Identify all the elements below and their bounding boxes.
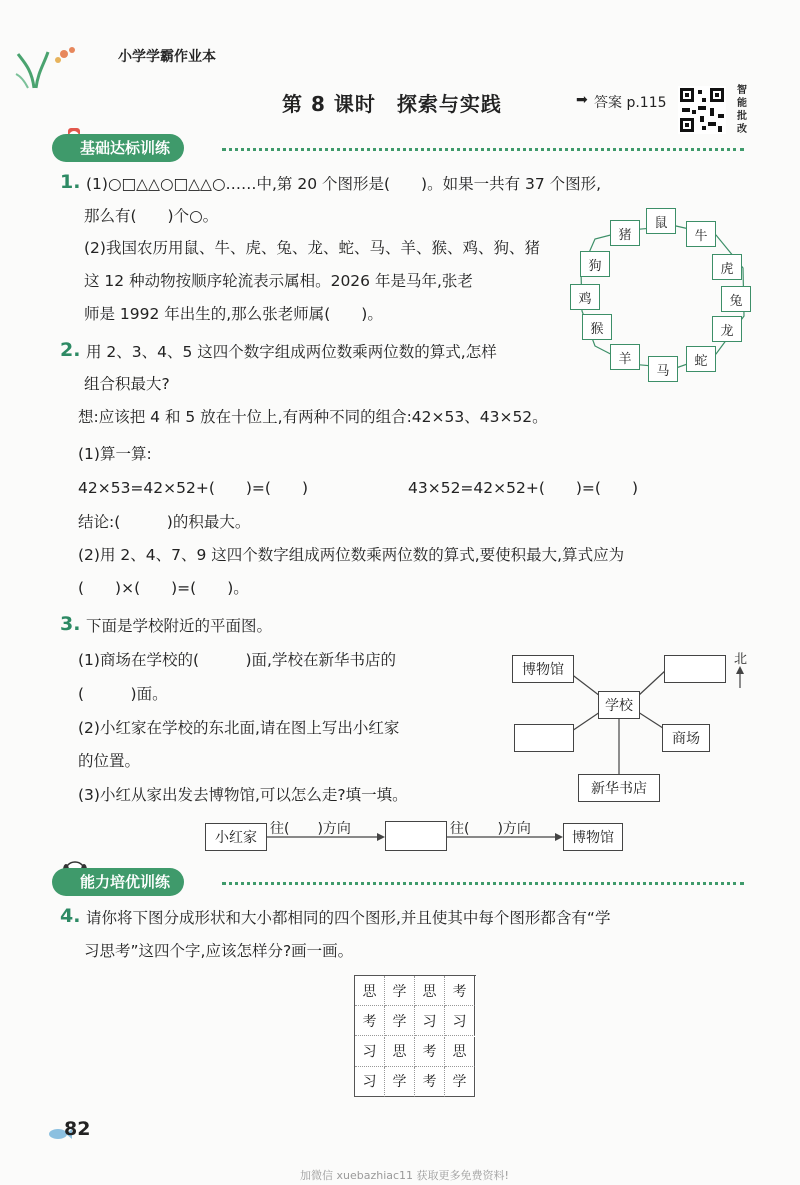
q3-intro: 下面是学校附近的平面图。 [86,617,273,635]
smart-grading-label: 智能批改 [737,85,747,135]
grid-cell[interactable]: 习 [355,1067,385,1097]
q3-part2-line: (2)小红家在学校的东北面,请在图上写出小红家 [78,719,400,737]
answer-reference: 答案 p.115 [594,95,667,111]
map-bookstore: 新华书店 [578,774,660,802]
q1-part2-line: 师是 1992 年出生的,那么张老师属( )。 [84,305,383,323]
zodiac-snake: 蛇 [686,346,716,372]
grid-cell[interactable]: 习 [355,1037,385,1067]
zodiac-ox: 牛 [686,221,716,247]
footer-note: 加微信 xuebazhiac11 获取更多免费资料! [300,1169,509,1182]
route-end: 博物馆 [563,823,623,851]
zodiac-rooster: 鸡 [570,284,600,310]
zodiac-tiger: 虎 [712,254,742,280]
q2-part2-line: (2)用 2、4、7、9 这四个数字组成两位数乘两位数的算式,要使积最大,算式应为 [78,546,625,564]
page-number: 82 [64,1118,91,1140]
zodiac-rabbit: 兔 [721,286,751,312]
zodiac-rat: 鼠 [646,208,676,234]
zodiac-monkey: 猴 [582,314,612,340]
divider [222,148,744,151]
q2-calc-a: 42×53=42×52+( )=( ) [78,479,309,497]
zodiac-goat: 羊 [610,344,640,370]
question-number: 4. [60,905,81,927]
book-title: 小学学霸作业本 [118,49,216,65]
route-arrow-2 [447,831,567,843]
route-middle-answer-box[interactable] [385,821,447,851]
grid-cell[interactable]: 学 [445,1067,475,1097]
grid-cell[interactable]: 思 [385,1037,415,1067]
zodiac-diagram [568,198,758,388]
grid-cell[interactable]: 习 [415,1006,445,1036]
q4-text-line: 请你将下图分成形状和大小都相同的四个图形,并且使其中每个图形都含有“学 [86,909,611,927]
q3-part2-line: 的位置。 [78,752,141,770]
q1-part2-line: (2)我国农历用鼠、牛、虎、兔、龙、蛇、马、羊、猴、鸡、狗、猪 [84,239,540,257]
grid-cell[interactable]: 思 [415,976,445,1006]
grid-cell[interactable]: 考 [415,1067,445,1097]
route-step2-label: 往( )方向 [450,821,531,837]
q3-part3-line: (3)小红从家出发去博物馆,可以怎么走?填一填。 [78,786,408,804]
grid-cell[interactable]: 学 [385,1006,415,1036]
blank-map-box[interactable] [514,724,574,752]
lesson-title: 第 8 课时 探索与实践 [282,92,502,116]
grid-cell[interactable]: 思 [445,1037,475,1067]
q1-text-line: 那么有( )个○。 [84,207,219,225]
route-step1-label: 往( )方向 [270,821,351,837]
question-number: 1. [60,171,81,193]
north-label: 北 [734,652,748,667]
divider [222,882,744,885]
q4-text-line: 习思考”这四个字,应该怎样分?画一画。 [84,942,354,960]
grid-cell[interactable]: 学 [385,976,415,1006]
q2-text-line: 用 2、3、4、5 这四个数字组成两位数乘两位数的算式,怎样 [86,343,497,361]
zodiac-dog: 狗 [580,251,610,277]
q2-calc-title: (1)算一算: [78,445,152,463]
zodiac-horse: 马 [648,356,678,382]
grid-cell[interactable]: 考 [355,1006,385,1036]
grid-cell[interactable]: 考 [445,976,475,1006]
q2-text-line: 组合积最大? [84,375,170,393]
zodiac-pig: 猪 [610,220,640,246]
grid-cell[interactable]: 习 [445,1006,475,1036]
arrow-right-icon: ➡ [576,92,588,108]
grid-cell[interactable]: 考 [415,1037,445,1067]
qr-code-icon[interactable] [678,86,726,134]
question-number: 3. [60,613,81,635]
q2-conclusion: 结论:( )的积最大。 [78,513,251,531]
plant-logo-icon [14,40,84,90]
route-arrow-1 [267,831,387,843]
section-advanced-banner: 能力培优训练 [52,868,184,896]
question-number: 2. [60,339,81,361]
q2-hint: 想:应该把 4 和 5 放在十位上,有两种不同的组合:42×53、43×52。 [78,408,548,426]
q1-part2-line: 这 12 种动物按顺序轮流表示属相。2026 年是马年,张老 [84,272,473,290]
zodiac-dragon: 龙 [712,316,742,342]
q3-part1-line: (1)商场在学校的( )面,学校在新华书店的 [78,651,396,669]
route-start: 小红家 [205,823,267,851]
character-grid[interactable] [354,975,476,1097]
q3-part1-line: ( )面。 [78,685,168,703]
grid-cell[interactable]: 学 [385,1067,415,1097]
map-mall: 商场 [662,724,710,752]
section-basic-banner: 基础达标训练 [52,134,184,162]
q2-part2-line: ( )×( )=( )。 [78,579,249,597]
grid-cell[interactable]: 思 [355,976,385,1006]
map-museum: 博物馆 [512,655,574,683]
q1-text-line: (1)○□△△○□△△○……中,第 20 个图形是( )。如果一共有 37 个图形, [86,175,602,193]
q2-calc-b: 43×52=42×52+( )=( ) [408,479,639,497]
map-school: 学校 [598,691,640,719]
home-answer-box[interactable] [664,655,726,683]
